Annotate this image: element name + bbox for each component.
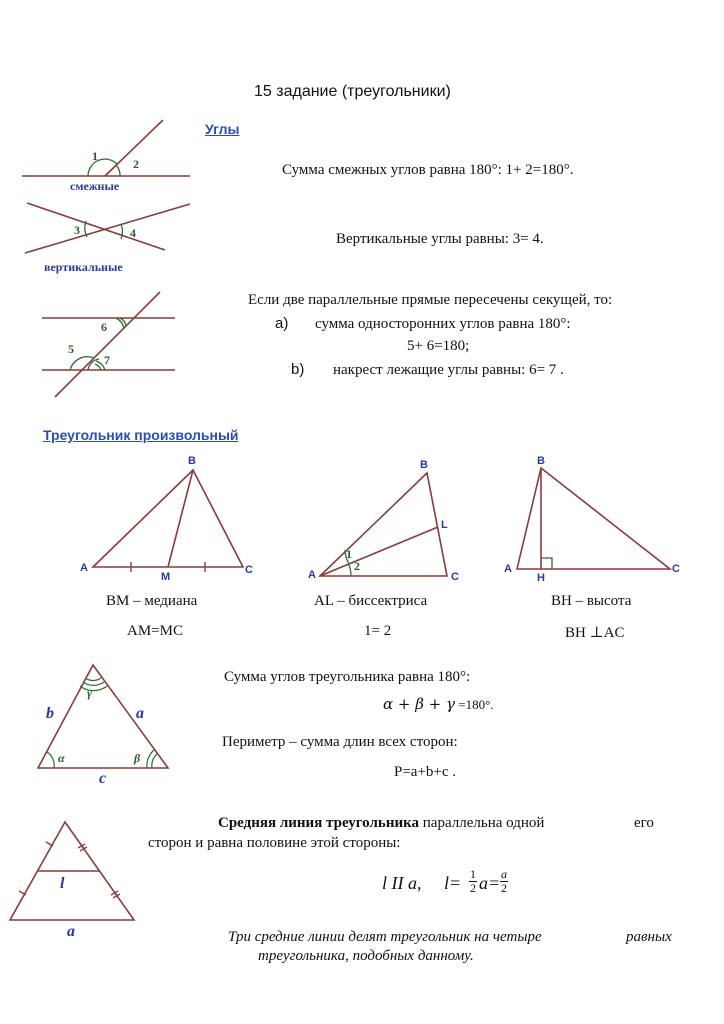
vertex-b: B bbox=[537, 455, 545, 467]
section-heading-angles: Углы bbox=[205, 121, 240, 137]
side-a-label: a bbox=[136, 705, 144, 722]
midline-rest1b: его bbox=[634, 815, 654, 831]
item-a-marker: a) bbox=[275, 315, 289, 332]
midline-a-eq: a= bbox=[479, 873, 501, 893]
fraction-a-num: a bbox=[501, 867, 507, 881]
adjacent-label: смежные bbox=[70, 179, 120, 193]
parallel-n7: 7 bbox=[104, 353, 110, 367]
median-caption: BM – медиана bbox=[106, 593, 198, 609]
bisector-arc-2 bbox=[349, 565, 351, 576]
page-title: 15 задание (треугольники) bbox=[254, 83, 451, 100]
bisector-al bbox=[320, 527, 438, 576]
right-angle-mark bbox=[541, 558, 552, 569]
midline-l-eq: l= bbox=[444, 873, 462, 893]
midline-note-line1: Три средние линии делят треугольник на четыре bbox=[228, 929, 542, 945]
vertex-c: C bbox=[451, 571, 459, 583]
altitude-formula: BH ⊥AC bbox=[565, 625, 625, 641]
fraction-a-den: 2 bbox=[501, 881, 507, 895]
midline-a-label: a bbox=[67, 923, 75, 940]
point-m: M bbox=[161, 571, 171, 583]
perimeter-text: Периметр – сумма длин всех сторон: bbox=[222, 734, 458, 750]
perimeter-formula: P=a+b+c . bbox=[394, 764, 457, 780]
vertex-b: B bbox=[188, 455, 196, 467]
item-b-marker: b) bbox=[291, 361, 305, 378]
vertical-text: Вертикальные углы равны: 3= 4. bbox=[336, 231, 544, 247]
section-heading-triangle: Треугольник произвольный bbox=[43, 427, 239, 443]
midline-rest1: параллельна одной bbox=[419, 815, 545, 831]
angle-sum-triangle-figure bbox=[38, 665, 168, 787]
alpha-arc bbox=[47, 752, 54, 768]
angle-sum-formula bbox=[383, 695, 494, 714]
midline-l-label: l bbox=[60, 875, 65, 892]
parallel-lines-figure bbox=[42, 292, 175, 397]
point-l: L bbox=[441, 519, 448, 531]
altitude-triangle-figure bbox=[504, 455, 680, 584]
midline-triangle-figure bbox=[10, 822, 134, 940]
vertex-b: B bbox=[420, 459, 428, 471]
angle-sum-greek: α + β + γ bbox=[383, 695, 455, 713]
adjacent-n2: 2 bbox=[133, 157, 139, 171]
vertical-angles-figure bbox=[25, 203, 190, 274]
vertex-a: A bbox=[80, 562, 88, 574]
vertex-c: C bbox=[245, 564, 253, 576]
fraction-half-den: 2 bbox=[470, 881, 476, 895]
item-a-text: сумма односторонних углов равна 180°: bbox=[315, 316, 571, 332]
point-h: H bbox=[537, 572, 545, 584]
fraction-half-num: 1 bbox=[470, 867, 476, 881]
midline-bold-term: Средняя линия треугольника bbox=[218, 815, 420, 831]
bisector-n2: 2 bbox=[354, 559, 360, 573]
bisector-n1: 1 bbox=[346, 547, 352, 561]
item-a-formula: 5+ 6=180; bbox=[407, 338, 470, 354]
parallel-n5: 5 bbox=[68, 342, 74, 356]
bisector-triangle-figure bbox=[308, 459, 459, 583]
gamma-label: γ bbox=[87, 686, 92, 700]
adjacent-n1: 1 bbox=[92, 149, 98, 163]
parallel-intro: Если две параллельные прямые пересечены секущей, то: bbox=[248, 292, 613, 308]
vertex-a: A bbox=[504, 563, 512, 575]
adjacent-angles-figure bbox=[22, 120, 190, 193]
angle-arc-7b bbox=[95, 364, 101, 370]
vertex-c: C bbox=[672, 563, 680, 575]
median-triangle-figure bbox=[80, 455, 253, 583]
adjacent-text: Сумма смежных углов равна 180°: 1+ 2=180°. bbox=[282, 162, 574, 178]
beta-label: β bbox=[134, 751, 141, 765]
angle-sum-tail: =180°. bbox=[454, 697, 494, 712]
median-bm bbox=[168, 470, 193, 567]
midline-definition-line2: сторон и равна половине этой стороны: bbox=[148, 835, 401, 851]
angle-arc-2 bbox=[116, 165, 120, 176]
bisector-formula: 1= 2 bbox=[364, 623, 392, 639]
bisector-caption: AL – биссектриса bbox=[314, 593, 428, 609]
median-formula: AM=MC bbox=[127, 623, 183, 639]
beta-arc-1 bbox=[152, 754, 157, 768]
vertical-n4: 4 bbox=[130, 226, 136, 240]
item-b-text: накрест лежащие углы равны: 6= 7 . bbox=[333, 362, 564, 378]
side-b-label: b bbox=[46, 705, 54, 722]
vertical-label: вертикальные bbox=[44, 260, 123, 274]
fraction-a-half bbox=[500, 868, 508, 895]
midline-parallel: l II a, bbox=[382, 873, 422, 893]
midline-note-line2: треугольника, подобных данному. bbox=[258, 948, 474, 964]
midline-note-line1b: равных bbox=[626, 929, 672, 945]
gamma-arc-2 bbox=[83, 682, 104, 685]
fraction-half bbox=[469, 868, 477, 895]
midline-formula bbox=[382, 873, 461, 894]
vertical-n3: 3 bbox=[74, 223, 80, 237]
angle-arc-4 bbox=[121, 224, 122, 239]
gamma-arc-1 bbox=[85, 678, 101, 681]
midline-definition-line1 bbox=[218, 815, 544, 832]
vertex-a: A bbox=[308, 569, 316, 581]
parallel-n6: 6 bbox=[101, 320, 107, 334]
gamma-arc-3 bbox=[80, 686, 107, 691]
altitude-caption: BH – высота bbox=[551, 593, 632, 609]
vertical-line-1 bbox=[27, 203, 165, 250]
angle-sum-text: Сумма углов треугольника равна 180°: bbox=[224, 669, 471, 685]
side-c-label: c bbox=[99, 770, 107, 787]
alpha-label: α bbox=[58, 751, 65, 765]
